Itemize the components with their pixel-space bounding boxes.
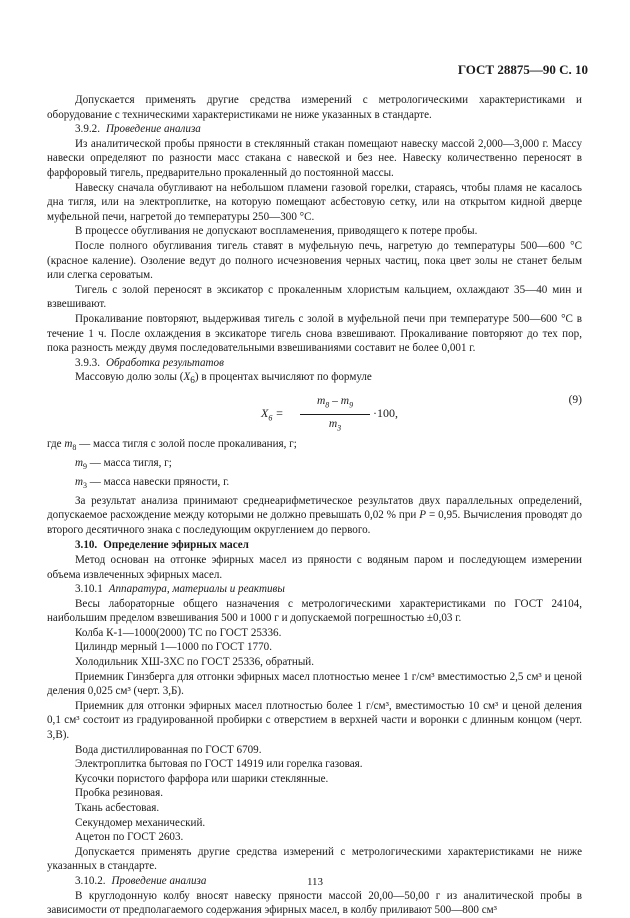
list-item: Ацетон по ГОСТ 2603. [75,831,184,844]
subsection-title: Проведение анализа [111,874,207,887]
page-header: ГОСТ 28875—90 С. 10 [457,62,588,77]
section-title: Определение эфирных масел [103,539,249,552]
paragraph: Метод основан на отгонке эфирных масел из пряности с водяным паром и последующем измерении объема извлеченных эфирных масел. [47,553,582,581]
formula-number: (9) [568,394,582,407]
paragraph: В круглодонную колбу вносят навеску пряности массой 20,00—50,00 г из аналитической пробы в зависимости от предполагаемого содержания эфирных масел, в колбу приливают 500—800 см³ [47,889,582,917]
formula-fraction [300,394,370,436]
list-item: Пробка резиновая. [75,787,163,800]
variable: X [183,371,191,384]
definition-text: — масса тигля с золой после прокаливания, г; [76,438,297,451]
variable: P [419,509,427,522]
list-item: Ткань асбестовая. [75,802,160,814]
subsection-title: Проведение анализа [105,123,201,136]
subsection-number: 3.9.3. [75,356,100,369]
subsection-title: Аппаратура, материалы и реактивы [108,583,285,596]
definition-text: — масса навески пряности, г. [87,475,230,488]
definition-sub: 8 [72,443,77,453]
paragraph: Из аналитической пробы пряности в стеклянный стакан помещают навеску массой 2,000—3,000 г. Массу навески определяют по разности масс стакана с навеской и без нее. Навеску количественно переносят в фарфоровый тигель, предварительно прокаленный до постоянной массы. [47,137,582,179]
formula-var: m [340,395,350,408]
paragraph [47,370,582,389]
formula-sub: 8 [325,400,330,410]
list-item: Вода дистиллированная по ГОСТ 6709. [75,743,262,756]
list-item: Электроплитка бытовая по ГОСТ 14919 или горелка газовая. [75,758,363,771]
paragraph: Навеску сначала обугливают на небольшом пламени газовой горелки, стараясь, чтобы пламя не касалось дна тигля, или на электроплитке, на которую помещают асбестовую сетку, или на открытом кидной дверце муфельной печи, нагретой до температуры 250—300 °С. [47,181,582,223]
section-heading [47,538,582,553]
formula-multiplier: ·100, [373,406,398,421]
definition-line [47,437,582,456]
definition-var: m [75,456,84,469]
definition-line [47,475,582,494]
list-item: Кусочки пористого фарфора или шарики стеклянные. [75,772,329,785]
subsection-number: 3.10.1 [75,583,103,596]
formula-lhs [261,406,283,426]
definition-var: m [75,475,84,488]
list-item: Цилиндр мерный 1—1000 по ГОСТ 1770. [75,641,272,654]
definition-text: — масса тигля, г; [87,456,172,469]
subsection-heading [47,122,582,137]
subsection-heading [47,356,582,371]
section-number: 3.10. [75,539,98,552]
variable-subscript: 6 [190,376,195,387]
formula-sub: 3 [337,423,342,433]
formula-lhs-var: X [261,406,269,421]
list-item: Приемник Гинзберга для отгонки эфирных масел плотностью менее 1 г/см³ вместимостью 2,5 см³ и ценой деления 0,025 см³ (черт. 3,Б). [47,670,582,698]
list-item: Колба К-1—1000(2000) ТС по ГОСТ 25336. [75,626,282,639]
paragraph: Прокаливание повторяют, выдерживая тигель с золой в муфельной печи при температуре 500—600 °С в течение 1 ч. После охлаждения в эксикаторе тигель снова взвешивают. Прокаливание повторяют до тех пор, пока разность между двумя последовательными взвешиваниями составит не более 0,001 г. [47,312,582,355]
text-fragment: За результат анализа принимают среднеарифметическое результатов двух параллельных определений, допускаемое расхождение между которыми не должно превышать 0,02 % при [47,494,582,522]
formula-equals: = [275,406,284,421]
formula-denominator [300,415,370,436]
paragraph: Допускается применять другие средства измерений с метрологическими характеристиками не ниже указанных в стандарте. [47,845,582,873]
paragraph: В процессе обугливания не допускают воспламенения, приводящего к потере пробы. [75,225,478,238]
subsection-heading [47,582,582,597]
formula-minus: – [332,395,338,408]
subsection-number: 3.9.2. [75,123,100,136]
definition-var: m [64,438,73,451]
text-fragment: ) в процентах вычисляют по формуле [194,371,372,384]
definition-sub: 9 [83,462,88,472]
formula-sub: 9 [349,400,354,410]
list-item: Приемник для отгонки эфирных масел плотностью более 1 г/см³, вместимостью 10 см³ и ценой деления 0,1 см³ состоит из градуированной пробирки с отверстием в верхней части и воронки с длинным концом (черт. 3,В). [47,699,582,742]
paragraph: Допускается применять другие средства измерений с метрологическими характеристиками и оборудование с техническими характеристиками не ниже указанных в стандарте. [47,94,582,121]
formula-var: m [328,417,338,430]
definition-line [47,456,582,475]
text-fragment: Массовую долю золы ( [75,371,184,384]
text-fragment: = 0,95. Вычисления проводят до второго десятичного знака с последующим округлением до первого. [47,509,583,536]
formula-var: m [316,395,326,408]
paragraph: Тигель с золой переносят в эксикатор с прокаленным хлористым кальцием, охлаждают 35—40 мин и взвешивают. [47,283,582,311]
formula-numerator [300,394,370,415]
paragraph: После полного обугливания тигель ставят в муфельную печь, нагретую до температуры 500—600 °С (красное каление). Озоление ведут до полного исчезновения черных частиц, пока цвет золы не станет белым или слегка сероватым. [47,239,582,282]
definition-sub: 3 [83,480,88,490]
list-item: Секундомер механический. [75,816,206,829]
definition-lead: где [47,438,62,451]
formula-9 [47,391,582,437]
paragraph [47,494,582,538]
formula-lhs-sub: 6 [268,413,273,423]
subsection-number: 3.10.2. [75,874,106,887]
list-item: Холодильник ХШ-3ХС по ГОСТ 25336, обратный. [75,656,314,669]
subsection-title: Обработка результатов [105,356,224,369]
document-body [47,93,582,918]
list-item: Весы лабораторные общего назначения с метрологическими характеристиками по ГОСТ 24104, наибольшим пределом взвешивания 500 и 1000 г и допускаемой погрешностью ±0,03 г. [47,597,582,625]
page-number: 113 [306,876,324,888]
